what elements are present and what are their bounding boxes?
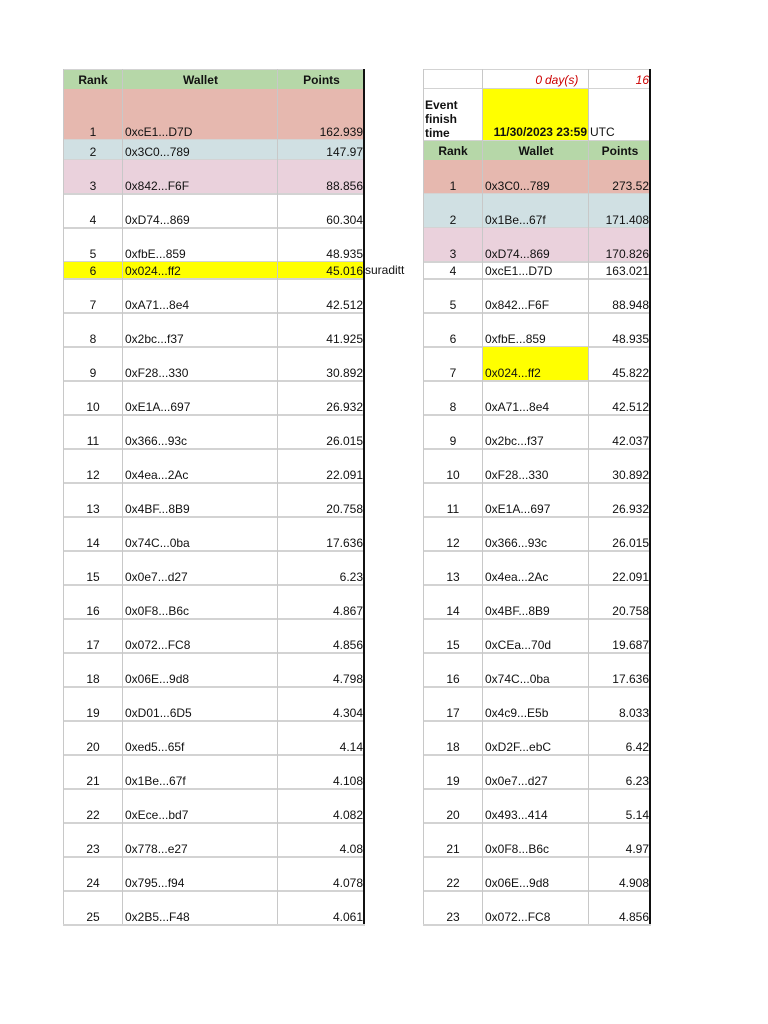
cell-wallet: 0x74C...0ba [485,672,550,686]
cell-rank: 18 [446,740,460,754]
cell-rank: 3 [89,179,97,193]
table-row [423,160,651,194]
table-row [63,347,365,381]
table-row [423,381,651,415]
row-note: suraditt [365,263,405,277]
cell-points: 4.856 [332,638,363,652]
table-row [423,449,651,483]
cell-wallet: 0xcE1...D7D [485,264,553,278]
table-row [423,483,651,517]
cell-points: 42.037 [612,434,649,448]
cell-rank: 10 [446,468,460,482]
table-bottom-border [423,924,651,926]
cell-rank: 8 [89,332,97,346]
cell-wallet: 0x06E...9d8 [125,672,190,686]
column-divider [588,69,589,925]
cell-wallet: 0xD74...869 [485,247,550,261]
cell-rank: 16 [86,604,100,618]
cell-rank: 5 [89,247,97,261]
table-row [63,857,365,891]
table-row [63,823,365,857]
table-row [423,194,651,228]
cell-points: 26.015 [326,434,363,448]
table-row [423,228,651,262]
cell-wallet: 0x1Be...67f [125,774,186,788]
header-points: Points [601,143,639,158]
cell-wallet: 0xA71...8e4 [485,400,550,414]
column-divider [482,69,483,925]
cell-rank: 20 [86,740,100,754]
cell-points: 26.932 [612,502,649,516]
event-finish-row [423,89,651,140]
cell-wallet: 0xD74...869 [125,213,190,227]
cell-wallet: 0xfbE...859 [485,332,546,346]
table-row [63,891,365,925]
cell-wallet: 0x366...93c [125,434,188,448]
cell-wallet: 0xD2F...ebC [485,740,552,754]
cell-wallet: 0x024...ff2 [125,264,181,278]
table-row [423,789,651,823]
cell-points: 45.016 [326,264,363,278]
cell-wallet: 0x74C...0ba [125,536,190,550]
cell-points: 4.082 [332,808,363,822]
cell-points: 88.856 [326,179,363,193]
cell-wallet: 0x4c9...E5b [485,706,549,720]
cell-wallet: 0x3C0...789 [485,179,550,193]
table-row [423,313,651,347]
cell-rank: 21 [446,842,460,856]
cell-rank: 16 [446,672,460,686]
cell-rank: 11 [86,434,100,448]
table-row [63,517,365,551]
cell-rank: 4 [89,213,97,227]
right-leaderboard [423,69,651,926]
cell-wallet: 0x0F8...B6c [125,604,190,618]
table-row [423,279,651,313]
table-row [423,857,651,891]
cell-rank: 24 [86,876,100,890]
table-row [63,89,365,140]
left-leaderboard [63,69,365,926]
column-divider [423,69,424,925]
cell-points: 171.408 [605,213,649,227]
column-divider [63,69,64,925]
cell-rank: 17 [86,638,100,652]
countdown-hours-value: 16 [635,73,649,87]
cell-wallet: 0x072...FC8 [485,910,551,924]
header-wallet: Wallet [183,72,218,87]
cell-points: 88.948 [612,298,649,312]
header-points: Points [303,72,340,87]
cell-wallet: 0xEce...bd7 [125,808,189,822]
table-bottom-border [63,924,365,926]
cell-wallet: 0x1Be...67f [485,213,546,227]
table-right-border [649,69,651,925]
table-row [63,194,365,228]
cell-points: 22.091 [326,468,363,482]
cell-points: 4.08 [339,842,363,856]
cell-rank: 14 [446,604,460,618]
cell-wallet: 0xCEa...70d [485,638,552,652]
cell-rank: 19 [86,706,100,720]
cell-points: 41.925 [326,332,363,346]
cell-wallet: 0xcE1...D7D [125,125,193,139]
event-finish-timezone: UTC [590,125,615,139]
cell-points: 45.822 [612,366,649,380]
cell-points: 147.97 [326,145,363,159]
cell-rank: 25 [86,910,100,924]
table-row [63,415,365,449]
cell-wallet: 0x2B5...F48 [125,910,190,924]
cell-points: 4.108 [332,774,363,788]
table-row [423,755,651,789]
header-rank: Rank [438,143,468,158]
cell-points: 4.97 [625,842,649,856]
cell-points: 162.939 [319,125,363,139]
cell-points: 30.892 [326,366,363,380]
countdown-days-value: 0 [535,73,542,87]
table-row [423,687,651,721]
cell-points: 6.23 [625,774,649,788]
cell-rank: 9 [89,366,97,380]
cell-rank: 9 [449,434,457,448]
cell-points: 4.078 [332,876,363,890]
cell-points: 6.23 [339,570,363,584]
cell-rank: 22 [86,808,100,822]
cell-wallet: 0xA71...8e4 [125,298,190,312]
event-finish-label: Event finish time [425,98,458,140]
cell-points: 20.758 [612,604,649,618]
table-row [423,619,651,653]
cell-rank: 2 [89,145,97,159]
cell-rank: 13 [446,570,460,584]
table-row [63,313,365,347]
cell-rank: 7 [449,366,457,380]
cell-points: 163.021 [605,264,649,278]
cell-wallet: 0x06E...9d8 [485,876,550,890]
cell-points: 4.908 [618,876,649,890]
cell-points: 42.512 [612,400,649,414]
table-row [63,755,365,789]
table-row [63,585,365,619]
cell-rank: 6 [89,264,97,278]
cell-points: 4.867 [332,604,363,618]
table-row [63,279,365,313]
cell-rank: 5 [449,298,457,312]
cell-wallet: 0xF28...330 [485,468,549,482]
cell-rank: 1 [89,125,97,139]
cell-points: 17.636 [612,672,649,686]
table-row [423,262,651,279]
cell-rank: 18 [86,672,100,686]
event-finish-datetime: 11/30/2023 23:59 [483,89,589,140]
table-row [423,891,651,925]
column-divider [122,69,123,925]
table-row [63,619,365,653]
cell-rank: 17 [446,706,460,720]
cell-rank: 11 [446,502,460,516]
table-row [63,721,365,755]
table-row [423,721,651,755]
cell-wallet: 0x795...f94 [125,876,185,890]
table-row [423,823,651,857]
cell-points: 26.015 [612,536,649,550]
cell-wallet: 0x072...FC8 [125,638,191,652]
cell-rank: 6 [449,332,457,346]
cell-rank: 2 [449,213,457,227]
table-row [423,517,651,551]
table-header [63,69,365,89]
cell-rank: 7 [89,298,97,312]
table-row [63,381,365,415]
cell-points: 48.935 [326,247,363,261]
cell-wallet: 0xed5...65f [125,740,185,754]
cell-rank: 10 [86,400,100,414]
cell-rank: 22 [446,876,460,890]
cell-points: 5.14 [625,808,649,822]
cell-wallet: 0x842...F6F [485,298,550,312]
table-row [63,160,365,194]
countdown-days-label: day(s) [545,73,579,87]
cell-points: 48.935 [612,332,649,346]
cell-points: 8.033 [618,706,649,720]
cell-points: 4.856 [618,910,649,924]
cell-wallet: 0x2bc...f37 [125,332,184,346]
cell-wallet: 0x778...e27 [125,842,188,856]
cell-wallet: 0x4ea...2Ac [125,468,189,482]
header-wallet: Wallet [518,143,554,158]
cell-rank: 3 [449,247,457,261]
cell-points: 4.061 [332,910,363,924]
cell-wallet: 0x493...414 [485,808,548,822]
cell-points: 20.758 [326,502,363,516]
cell-rank: 12 [86,468,100,482]
table-row [423,653,651,687]
table-row [423,347,651,381]
cell-rank: 23 [446,910,460,924]
cell-points: 273.52 [612,179,649,193]
table-row [63,653,365,687]
cell-points: 170.826 [605,247,649,261]
cell-rank: 21 [86,774,100,788]
cell-rank: 4 [449,264,457,278]
cell-wallet: 0xF28...330 [125,366,189,380]
cell-wallet: 0x4BF...8B9 [485,604,550,618]
cell-points: 19.687 [612,638,649,652]
table-row [63,687,365,721]
cell-wallet: 0x3C0...789 [125,145,190,159]
cell-rank: 23 [86,842,100,856]
table-row [63,449,365,483]
cell-wallet: 0x4ea...2Ac [485,570,549,584]
cell-points: 4.304 [332,706,363,720]
cell-rank: 15 [86,570,100,584]
cell-wallet: 0x024...ff2 [483,347,589,381]
cell-wallet: 0x0F8...B6c [485,842,550,856]
cell-wallet: 0x4BF...8B9 [125,502,190,516]
countdown-row [423,69,651,89]
cell-points: 4.14 [339,740,363,754]
table-row [423,585,651,619]
cell-points: 6.42 [625,740,649,754]
cell-points: 4.798 [332,672,363,686]
table-row [63,262,365,279]
cell-rank: 1 [449,179,457,193]
cell-rank: 14 [86,536,100,550]
cell-rank: 19 [446,774,460,788]
cell-rank: 8 [449,400,457,414]
cell-wallet: 0xE1A...697 [485,502,551,516]
column-divider [277,69,278,925]
cell-rank: 13 [86,502,100,516]
table-row [63,483,365,517]
cell-points: 30.892 [612,468,649,482]
cell-points: 17.636 [326,536,363,550]
cell-wallet: 0xE1A...697 [125,400,191,414]
table-header [423,140,651,160]
cell-wallet: 0x0e7...d27 [485,774,548,788]
cell-wallet: 0xfbE...859 [125,247,186,261]
table-row [63,228,365,262]
table-row [63,140,365,160]
table-row [423,551,651,585]
cell-points: 26.932 [326,400,363,414]
cell-rank: 12 [446,536,460,550]
cell-wallet: 0x366...93c [485,536,548,550]
table-right-border [363,69,365,925]
cell-wallet: 0x2bc...f37 [485,434,544,448]
table-row [423,415,651,449]
cell-rank: 20 [446,808,460,822]
cell-points: 60.304 [326,213,363,227]
cell-rank: 15 [446,638,460,652]
cell-points: 22.091 [612,570,649,584]
table-row [63,551,365,585]
cell-wallet: 0x842...F6F [125,179,190,193]
cell-wallet: 0xD01...6D5 [125,706,192,720]
header-rank: Rank [78,72,108,87]
cell-points: 42.512 [326,298,363,312]
table-row [63,789,365,823]
cell-wallet: 0x0e7...d27 [125,570,188,584]
